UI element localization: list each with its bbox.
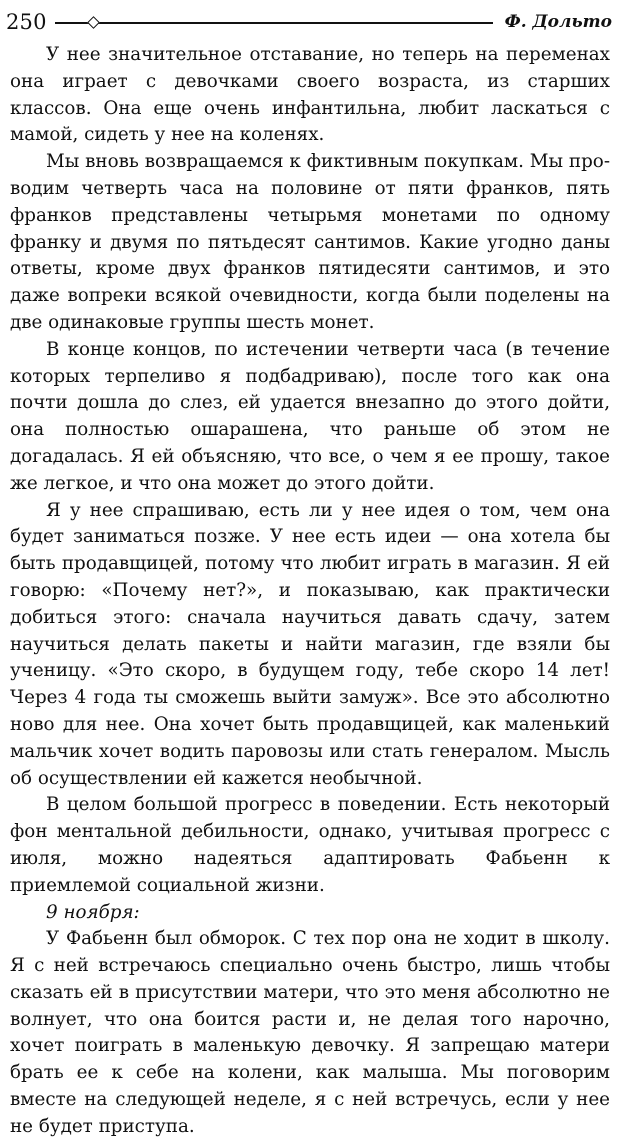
- paragraph: У Фабьенн был обморок. С тех пор она не ходит в школу. Я с ней встречаюсь специально очень быстро, лишь чтобы сказать ей в присутствии матери, что это меня абсолютно не волнует, что она боится расти и, не делая того нарочно, хочет поиграть в маленькую девочку. Я запрещаю матери брать ее к себе на колени, как малыша. Мы поговорим вместе на следующей неделе, я с ней встречусь, если у нее не будет приступа.: [10, 928, 610, 1137]
- paragraph: В целом большой прогресс в поведении. Есть некоторый фон ментальной дебильности, однако, учитывая прогресс с июля, можно надеяться адаптировать Фабьенн к приемлемой социальной жизни.: [10, 794, 610, 896]
- page-header: [6, 4, 612, 40]
- body-text: [10, 42, 610, 1141]
- header-diamond-ornament: [87, 16, 100, 29]
- running-head-author: Ф. Дольто: [504, 11, 612, 32]
- page-number: 250: [6, 9, 47, 34]
- paragraph: У нее значительное отставание, но теперь на переменах она играет с девочками своего возраста, из старших классов. Она еще очень инфантильна, любит ласкаться с мамой, сидеть у нее на коленях.: [10, 44, 610, 146]
- header-rule-line: [55, 22, 493, 24]
- date-heading: 9 ноября:: [46, 901, 140, 923]
- header-rule: [55, 15, 493, 29]
- paragraph: Мы вновь возвращаемся к фиктивным покупкам. Мы проводим четверть часа на половине от пяти франков, пять франков представлены четырьмя монетами по одному франку и двумя по пятьдесят сантимов. Какие угодно даны ответы, кроме двух франков пятидесяти сантимов, и это даже вопреки всякой очевидности, когда были поделены на две одинаковые группы шесть монет.: [10, 151, 610, 333]
- paragraph: Я у нее спрашиваю, есть ли у нее идея о том, чем она будет заниматься позже. У нее есть идеи — она хотела бы быть продавщицей, потому что любит играть в магазин. Я ей говорю: «Почему нет?», и показываю, как практически добиться этого: сначала научиться давать сдачу, затем научиться делать пакеты и найти магазин, где взяли бы ученицу. «Это скоро, в будущем году, тебе скоро 14 лет! Через 4 года ты сможешь выйти замуж». Все это абсолютно ново для нее. Она хочет быть продавщицей, как маленький мальчик хочет водить паровозы или стать генералом. Мысль об осуществлении ей кажется необычной.: [10, 499, 610, 789]
- paragraph: В конце концов, по истечении четверти часа (в течение которых терпеливо я подбадриваю), после того как она почти дошла до слез, ей удается внезапно до этого дойти, она полностью ошарашена, что раньше об этом не догадалась. Я ей объясняю, что все, о чем я ее прошу, такое же легкое, и что она может до этого дойти.: [10, 338, 610, 494]
